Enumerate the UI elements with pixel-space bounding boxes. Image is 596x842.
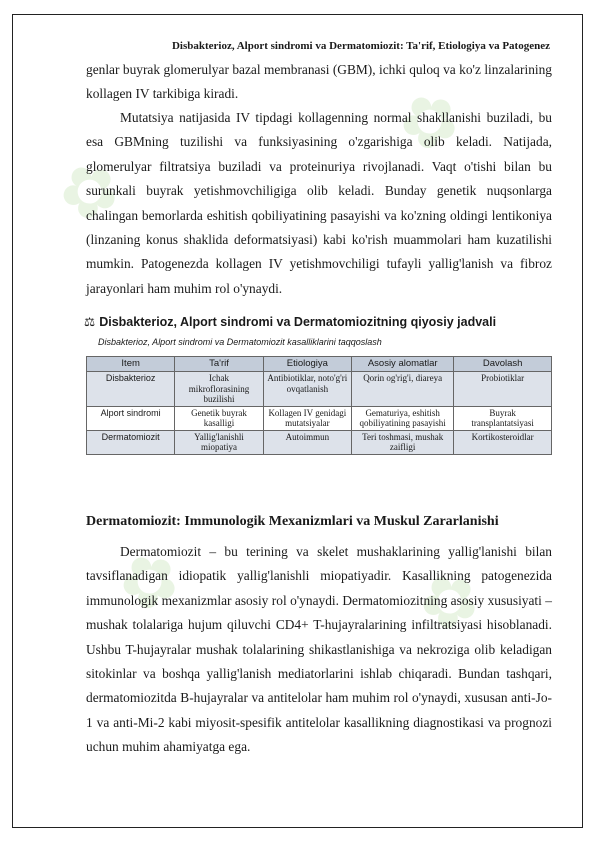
table-cell: Alport sindromi bbox=[87, 406, 175, 430]
table-cell: Ichak mikroflorasining buzilishi bbox=[175, 372, 263, 407]
paragraph-2: Mutatsiya natijasida IV tipdagi kollagenning normal shakllanishi buziladi, bu esa GBMning tuzilishi va funksiyasining o'zgarishiga olib keladi. Natijada, glomerulyar filtratsiya buziladi va proteinuriya rivojlanadi. Vaqt o'tishi bilan bu surunkali buyrak yetishmovchiligiga olib keladi. Bunday genetik nuqsonlarga chalingan bemorlarda eshitish qobiliyatining pasayishi va ko'zning oldingi lentikoniya (linzaning konus shaklida deformatsiyasi) kabi ko'rish muammolari ham kuzatilishi mumkin. Patogenezda kollagen IV yetishmovchiligi tufayli yallig'lanish va fibroz jarayonlari ham muhim rol o'ynaydi. bbox=[86, 110, 552, 296]
table-header-cell: Etiologiya bbox=[263, 357, 351, 372]
watermark: ✿ bbox=[403, 550, 496, 652]
table-row bbox=[87, 372, 552, 407]
paragraph-1: genlar buyrak glomerulyar bazal membranasi (GBM), ichki quloq va ko'z linzalarining kollagen IV tarkibiga kiradi. bbox=[86, 62, 552, 102]
table-title-text: Disbakterioz, Alport sindromi va Dermatomiozitning qiyosiy jadvali bbox=[99, 315, 497, 329]
table-header-cell: Davolash bbox=[454, 357, 552, 372]
table-row bbox=[87, 430, 552, 454]
running-header: Disbakterioz, Alport sindromi va Dermatomiozit: Ta'rif, Etiologiya va Patogenez bbox=[171, 40, 550, 52]
table-row bbox=[87, 406, 552, 430]
scale-icon: ⚖ bbox=[84, 314, 96, 329]
table-cell: Dermatomiozit bbox=[87, 430, 175, 454]
table-cell: Genetik buyrak kasalligi bbox=[175, 406, 263, 430]
watermark: ✿ bbox=[103, 530, 196, 632]
table-cell: Qorin og'rig'i, diareya bbox=[352, 372, 454, 407]
section-heading: Dermatomiozit: Immunologik Mexanizmlari va Muskul Zararlanishi bbox=[86, 514, 499, 529]
table-cell: Gematuriya, eshitish qobiliyatining pasayishi bbox=[352, 406, 454, 430]
table-subtitle: Disbakterioz, Alport sindromi va Dermatomiozit kasalliklarini taqqoslash bbox=[98, 337, 382, 347]
comparison-table bbox=[86, 356, 552, 455]
table-cell: Buyrak transplantatsiyasi bbox=[454, 406, 552, 430]
table-header-cell: Item bbox=[87, 357, 175, 372]
table-cell: Kortikosteroidlar bbox=[454, 430, 552, 454]
table-cell: Disbakterioz bbox=[87, 372, 175, 407]
table-header-row bbox=[87, 357, 552, 372]
table-header-cell: Ta'rif bbox=[175, 357, 263, 372]
table-cell: Teri toshmasi, mushak zaifligi bbox=[352, 430, 454, 454]
table-header-cell: Asosiy alomatlar bbox=[352, 357, 454, 372]
table-cell: Autoimmun bbox=[263, 430, 351, 454]
table-cell: Yallig'lanishli miopatiya bbox=[175, 430, 263, 454]
table-cell: Kollagen IV genidagi mutatsiyalar bbox=[263, 406, 351, 430]
watermark: ✿ bbox=[43, 140, 136, 242]
table-cell: Probiotiklar bbox=[454, 372, 552, 407]
table-title bbox=[84, 314, 496, 329]
watermark: ✿ bbox=[383, 70, 476, 172]
paragraph-3: Dermatomiozit – bu terining va skelet mushaklarining yallig'lanishi bilan tavsiflanadigan idiopatik yallig'lanishli miopatiyadir. Kasallikning patogenezida immunologik mexanizmlar asosiy rol o'ynaydi. Dermatomiozitning asosiy xususiyati – mushak tolalariga hujum qiluvchi CD4+ T-hujayralarining infiltratsiyasi hisoblanadi. Ushbu T-hujayralar mushak tolalarining shikastlanishiga va nekroziga olib keladigan sitokinlar va boshqa yallig'lanish mediatorlarini ishlab chiqaradi. Bundan tashqari, dermatomiozitda B-hujayralar va antitelolar ham muhim rol o'ynaydi, xususan anti-Jo-1 va anti-Mi-2 kabi miyosit-spesifik antitelolar kasallikning diagnostikasi va prognozi uchun muhim ahamiyatga ega. bbox=[86, 544, 552, 755]
table-cell: Antibiotiklar, noto'g'ri ovqatlanish bbox=[263, 372, 351, 407]
